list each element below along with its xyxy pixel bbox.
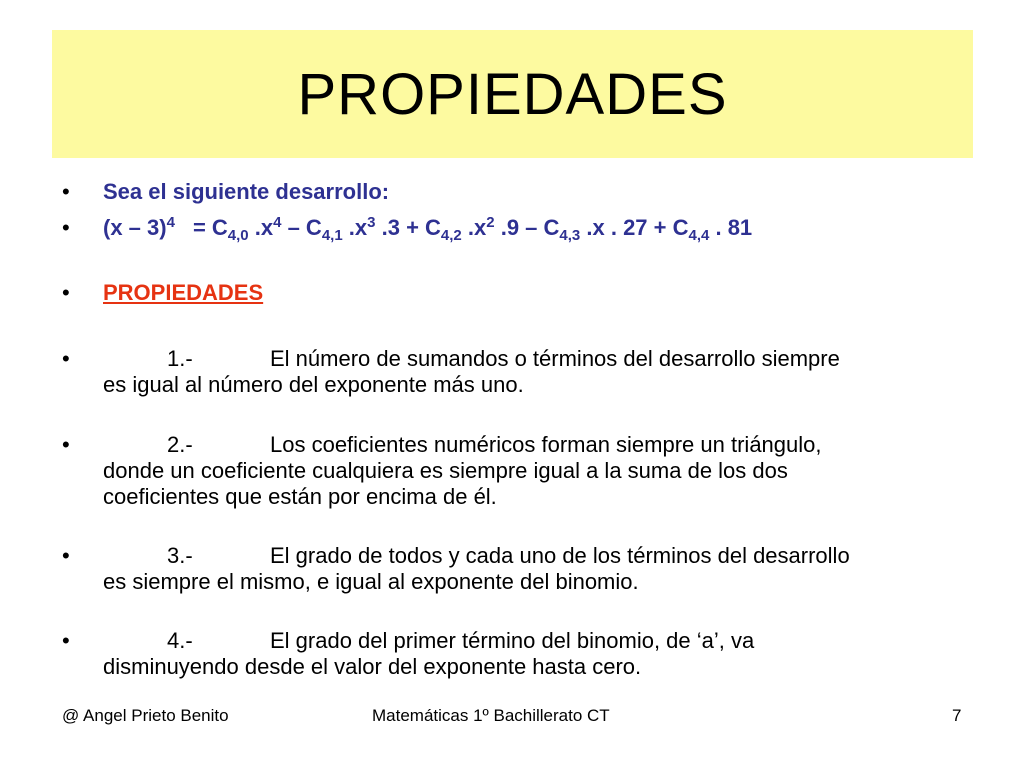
property-first-line: Los coeficientes numéricos forman siempre un triángulo,: [270, 432, 822, 457]
property-first-line: El grado de todos y cada uno de los términos del desarrollo: [270, 543, 850, 568]
formula-subscript: 4,4: [688, 227, 710, 244]
bullet-marker: •: [62, 179, 70, 204]
formula-part: .x: [248, 215, 274, 240]
section-heading: PROPIEDADES: [103, 280, 264, 305]
formula-subscript: 4,0: [227, 227, 249, 244]
formula-subscript: 4,1: [321, 227, 343, 244]
footer-course: Matemáticas 1º Bachillerato CT: [372, 706, 610, 725]
bullet-marker: •: [62, 346, 70, 371]
formula-exponent: 3: [367, 214, 376, 231]
formula-lhs: (x – 3): [103, 215, 167, 240]
property-line: coeficientes que están por encima de él.: [103, 484, 497, 509]
formula-exponent: 4: [273, 214, 282, 231]
bullet-marker: •: [62, 628, 70, 653]
binomial-expansion-formula: [103, 214, 963, 244]
bullet-marker: •: [62, 280, 70, 305]
property-text: [103, 543, 963, 595]
formula-part: – C: [281, 215, 322, 240]
formula-part: . 81: [709, 215, 753, 240]
bullet-marker: •: [62, 432, 70, 457]
property-text: [103, 432, 963, 510]
formula-part: = C: [192, 215, 228, 240]
formula-subscript: 4,2: [440, 227, 462, 244]
slide-title: PROPIEDADES: [297, 61, 728, 127]
footer-author: @ Angel Prieto Benito: [62, 706, 229, 725]
bullet-marker: •: [62, 215, 70, 240]
property-first-line: El número de sumandos o términos del desarrollo siempre: [270, 346, 840, 371]
property-first-line: El grado del primer término del binomio, de ‘a’, va: [270, 628, 755, 653]
property-number: 2.-: [167, 432, 193, 457]
formula-subscript: 4,3: [559, 227, 581, 244]
property-text: [103, 346, 963, 398]
formula-part: .x . 27 + C: [580, 215, 689, 240]
formula-part: .9 – C: [494, 215, 560, 240]
property-line: donde un coeficiente cualquiera es siempre igual a la suma de los dos: [103, 458, 788, 483]
property-number: 1.-: [167, 346, 193, 371]
formula-part: .x: [461, 215, 487, 240]
property-number: 4.-: [167, 628, 193, 653]
bullet-marker: •: [62, 543, 70, 568]
property-line: es siempre el mismo, e igual al exponente del binomio.: [103, 569, 639, 594]
property-line: disminuyendo desde el valor del exponente hasta cero.: [103, 654, 642, 679]
page-number: 7: [952, 706, 962, 725]
property-text: [103, 628, 963, 680]
formula-part: .x: [342, 215, 368, 240]
formula-exponent: 2: [486, 214, 495, 231]
formula-part: .3 + C: [375, 215, 441, 240]
formula-lhs-exponent: 4: [166, 214, 175, 231]
intro-text: Sea el siguiente desarrollo:: [103, 179, 390, 204]
property-number: 3.-: [167, 543, 193, 568]
property-line: es igual al número del exponente más uno.: [103, 372, 524, 397]
